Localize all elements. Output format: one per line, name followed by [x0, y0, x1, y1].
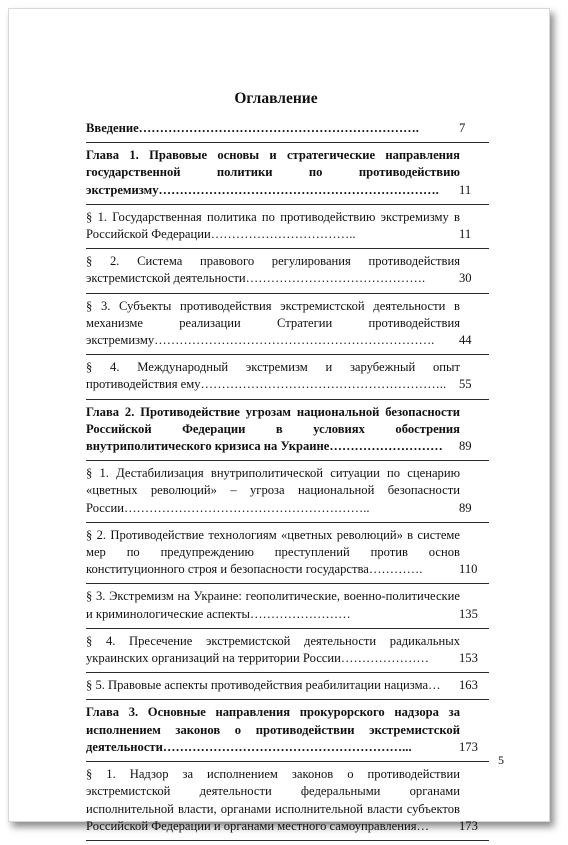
toc-entry-page: 153 — [459, 651, 478, 666]
toc-entry-page: 30 — [459, 271, 472, 286]
toc-entry-page: 173 — [459, 818, 478, 833]
toc-chapter-entry — [86, 404, 489, 462]
toc-entry-text: § 1. Государственная политика по противодействию экстремизму в Российской Федерации…………………………….. — [86, 209, 460, 242]
toc-chapter-entry — [86, 704, 489, 762]
toc-section-entry — [86, 588, 489, 628]
toc-chapter-entry — [86, 147, 489, 205]
toc-entry-text: § 2. Противодействие технологиям «цветных революций» в системе мер по предупреждению преступлений против основ конституционного строя и безопасности государства…………. — [86, 527, 460, 577]
page-title: Оглавление — [234, 90, 318, 107]
toc-entry-text: § 5. Правовые аспекты противодействия реабилитации нацизма… — [86, 678, 441, 693]
toc-entry-page: 110 — [459, 562, 478, 577]
toc-entry-page: 89 — [459, 439, 472, 454]
toc-section-entry — [86, 253, 489, 293]
toc-section-entry — [86, 209, 489, 249]
table-of-contents — [86, 120, 489, 845]
toc-section-entry — [86, 766, 489, 841]
toc-entry-page: 7 — [459, 121, 466, 135]
toc-entry-page: 163 — [459, 678, 478, 693]
toc-entry-page: 55 — [459, 377, 472, 392]
toc-entry-text: Введение…………………………………………………………. — [86, 121, 419, 135]
toc-entry-page: 135 — [459, 606, 478, 621]
toc-entry-page: 44 — [459, 333, 472, 348]
toc-section-entry — [86, 298, 489, 356]
toc-entry-text: Глава 2. Противодействие угрозам национальной безопасности Российской Федерации в условиях обострения внутриполитического кризиса на Украине……………………… — [86, 404, 460, 454]
toc-entry-text: § 2. Система правового регулирования противодействия экстремистской деятельности……………………………………. — [86, 254, 460, 286]
toc-chapter-entry — [86, 120, 489, 143]
toc-entry-text: Глава 3. Основные направления прокурорского надзора за исполнением законов о противодействии экстремистской деятельности…………………………………………………... — [86, 705, 460, 754]
page-number: 5 — [498, 753, 504, 767]
toc-section-entry — [86, 677, 489, 700]
toc-section-entry — [86, 633, 489, 673]
toc-entry-text: § 4. Международный экстремизм и зарубежный опыт противодействия ему………………………………………………….. — [86, 360, 460, 392]
toc-entry-page: 173 — [459, 739, 478, 754]
toc-entry-text: Глава 1. Правовые основы и стратегические направления государственной политики по противодействию экстремизму…………………………………………………………. — [86, 148, 460, 197]
toc-entry-text: § 1. Надзор за исполнением законов о противодействии экстремистской деятельности федеральными органами исполнительной власти, органами исполнительной власти субъектов Российской Федерации и органами местного самоуправления… — [86, 767, 460, 833]
toc-entry-text: § 1. Дестабилизация внутриполитической ситуации по сценарию «цветных революций» – угроза национальной безопасности России………………………………………………….. — [86, 466, 460, 515]
toc-section-entry — [86, 465, 489, 523]
toc-section-entry — [86, 527, 489, 585]
toc-entry-text: § 3. Субъекты противодействия экстремистской деятельности в механизме реализации Стратегии противодействия экстремизму…………………………………………………………. — [86, 298, 460, 348]
toc-section-entry — [86, 359, 489, 399]
toc-entry-text: § 3. Экстремизм на Украине: геополитические, военно-политические и криминологические аспекты…………………… — [86, 589, 460, 621]
toc-entry-page: 89 — [459, 500, 472, 515]
toc-entry-page: 11 — [459, 227, 472, 242]
toc-entry-page: 11 — [459, 182, 472, 197]
toc-entry-text: § 4. Пресечение экстремистской деятельности радикальных украинских организаций на территории России………………… — [86, 633, 460, 666]
